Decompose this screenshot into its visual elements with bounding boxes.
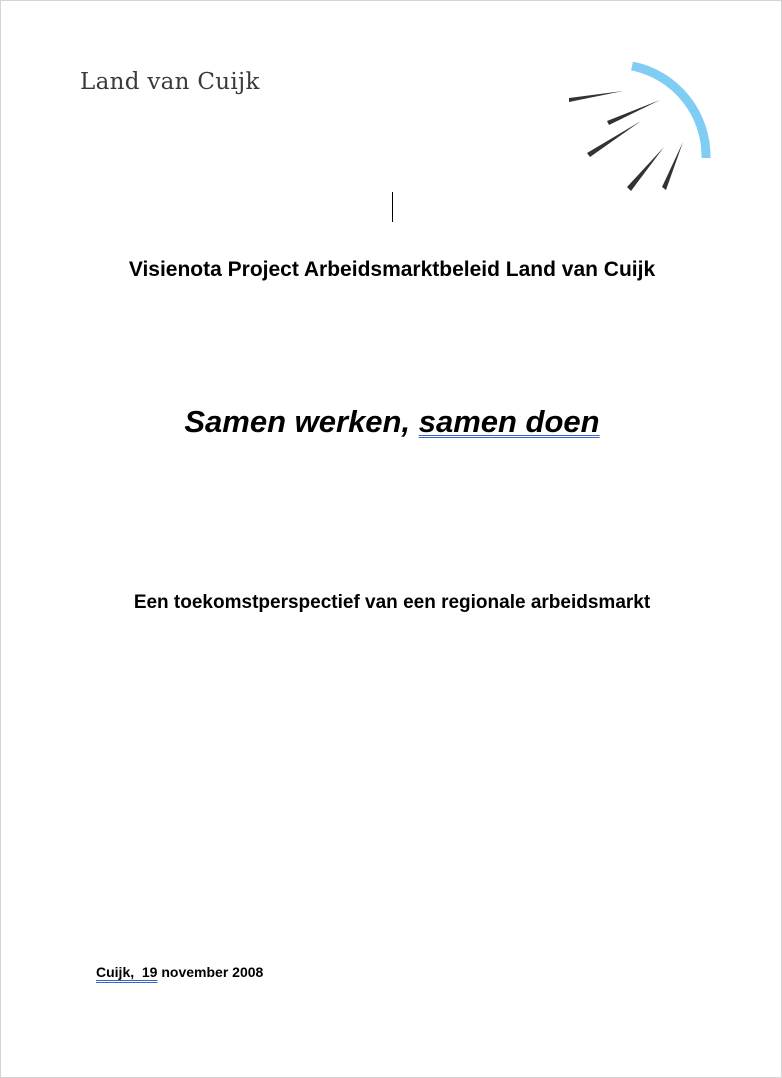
sunburst-logo-icon	[561, 56, 721, 201]
subtitle-part-2-spellcheck[interactable]: samen doen	[418, 404, 600, 439]
document-dateline[interactable]	[96, 964, 263, 980]
document-title[interactable]: Visienota Project Arbeidsmarktbeleid Land van Cuijk	[128, 258, 656, 281]
logo-ray-3	[587, 121, 641, 157]
text-cursor	[392, 192, 393, 222]
dateline-month-year: november 2008	[157, 964, 264, 980]
logo-text: Land van Cuijk	[80, 69, 260, 95]
logo-ray-5	[662, 142, 683, 190]
logo-ray-1	[569, 91, 623, 102]
document-tagline[interactable]: Een toekomstperspectief van een regionale arbeidsmarkt	[133, 592, 651, 613]
logo-ray-2	[607, 100, 660, 125]
dateline-place-day-spellcheck[interactable]: Cuijk, 19	[96, 964, 158, 980]
document-subtitle[interactable]	[1, 404, 782, 440]
logo-ray-4	[627, 147, 664, 191]
subtitle-part-1: Samen werken,	[184, 404, 419, 439]
logo-arc	[632, 66, 706, 158]
